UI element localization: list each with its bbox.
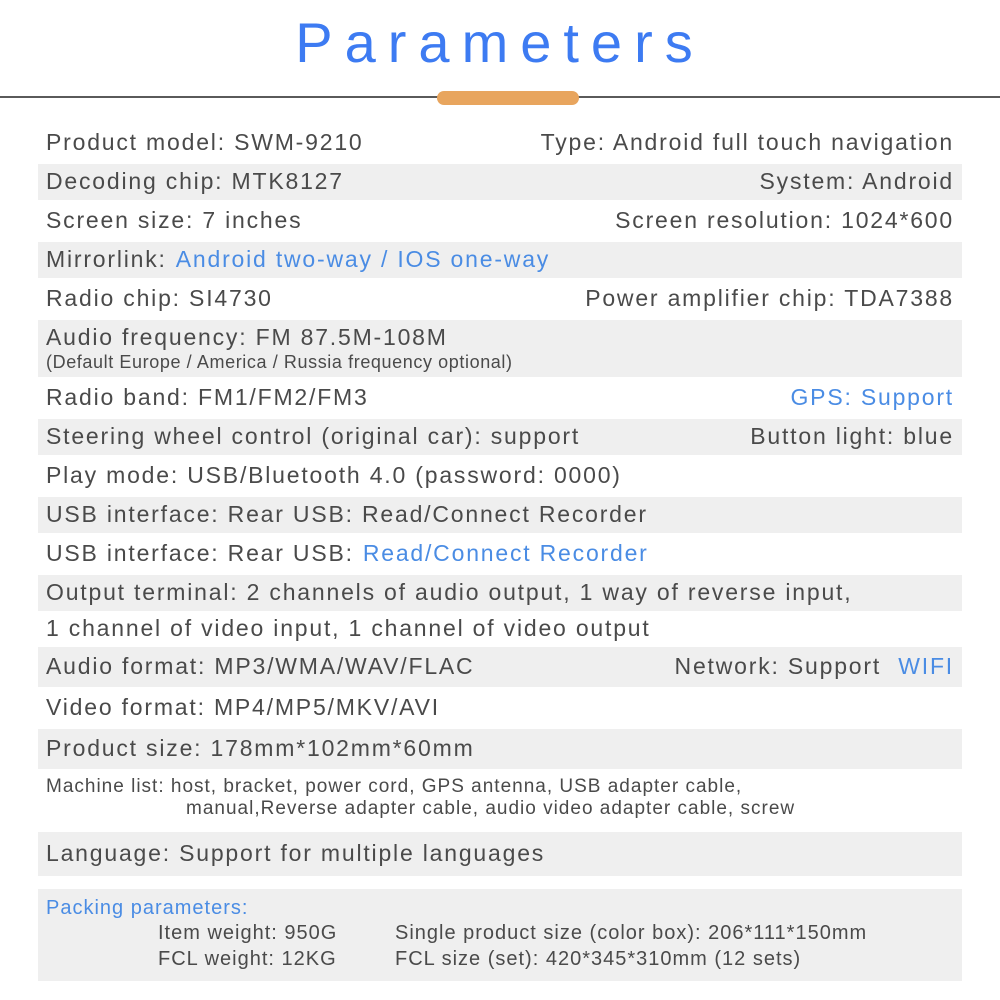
packing-parameters-section	[38, 889, 962, 981]
packing-fcl-weight: FCL weight: 12KG	[158, 947, 337, 970]
divider-accent-pill	[437, 91, 579, 105]
spec-row-video-format	[38, 690, 962, 726]
spec-row-machine-list	[38, 772, 962, 824]
spec-text: Output terminal: 2 channels of audio output, 1 way of reverse input,	[46, 579, 853, 606]
spec-row-play-mode	[38, 458, 962, 494]
spec-row-audio-frequency	[38, 320, 962, 377]
spec-text: Screen resolution: 1024*600	[615, 207, 954, 234]
spec-text: Machine list: host, bracket, power cord, GPS antenna, USB adapter cable,	[46, 775, 743, 797]
spec-value-highlight: Android two-way / IOS one-way	[175, 246, 551, 273]
spec-row-radio-chip	[38, 281, 962, 317]
spec-row-output-terminal	[38, 575, 962, 611]
spec-row-language	[38, 832, 962, 876]
spec-note: (Default Europe / America / Russia frequency optional)	[46, 351, 513, 372]
spec-row-radio-band	[38, 380, 962, 416]
spec-text: Power amplifier chip: TDA7388	[585, 285, 954, 312]
packing-item-weight: Item weight: 950G	[158, 921, 338, 944]
divider-line	[0, 96, 1000, 98]
spec-label: Network: Support	[674, 653, 882, 680]
packing-single-product-size: Single product size (color box): 206*111*150mm	[395, 921, 868, 944]
spec-value-highlight: Read/Connect Recorder	[362, 540, 649, 567]
spec-row-product-size	[38, 729, 962, 769]
spec-text: Screen size: 7 inches	[46, 207, 303, 234]
spec-text: Type: Android full touch navigation	[540, 129, 954, 156]
spec-text: Play mode: USB/Bluetooth 4.0 (password: 0000)	[46, 462, 622, 489]
spec-text: Product model: SWM-9210	[46, 129, 364, 156]
spec-text: Audio format: MP3/WMA/WAV/FLAC	[46, 653, 475, 680]
spec-row-product-model	[38, 125, 962, 161]
spec-list	[38, 125, 962, 981]
spec-label: Mirrorlink:	[46, 246, 167, 273]
spec-value-highlight: GPS: Support	[790, 384, 954, 411]
spec-row-output-terminal-continued	[38, 614, 962, 644]
spec-text: Steering wheel control (original car): support	[46, 423, 581, 450]
spec-text: Product size: 178mm*102mm*60mm	[46, 735, 475, 762]
spec-text: manual,Reverse adapter cable, audio video adapter cable, screw	[186, 797, 796, 819]
spec-row-steering-wheel	[38, 419, 962, 455]
packing-fcl-size: FCL size (set): 420*345*310mm (12 sets)	[395, 947, 802, 970]
page-title: Parameters	[295, 11, 705, 74]
spec-text: Language: Support for multiple languages	[46, 840, 546, 867]
spec-value-highlight: WIFI	[898, 653, 954, 680]
spec-row-mirrorlink	[38, 242, 962, 278]
spec-label: USB interface: Rear USB:	[46, 540, 354, 567]
spec-text: Radio chip: SI4730	[46, 285, 273, 312]
spec-text: Button light: blue	[750, 423, 954, 450]
spec-text: USB interface: Rear USB: Read/Connect Recorder	[46, 501, 648, 528]
spec-row-decoding-chip	[38, 164, 962, 200]
spec-text	[675, 653, 954, 680]
spec-text: Radio band: FM1/FM2/FM3	[46, 384, 369, 411]
spec-row-audio-format	[38, 647, 962, 687]
spec-text: System: Android	[759, 168, 954, 195]
spec-row-usb-interface-2	[38, 536, 962, 572]
spec-text: Decoding chip: MTK8127	[46, 168, 344, 195]
spec-text: Audio frequency: FM 87.5M-108M	[46, 323, 448, 350]
spec-text: Video format: MP4/MP5/MKV/AVI	[46, 694, 440, 721]
spec-text: 1 channel of video input, 1 channel of video output	[46, 615, 651, 642]
packing-grid	[158, 922, 954, 971]
spec-row-screen-size	[38, 203, 962, 239]
packing-section-title: Packing parameters:	[46, 896, 249, 919]
spec-row-usb-interface-1	[38, 497, 962, 533]
